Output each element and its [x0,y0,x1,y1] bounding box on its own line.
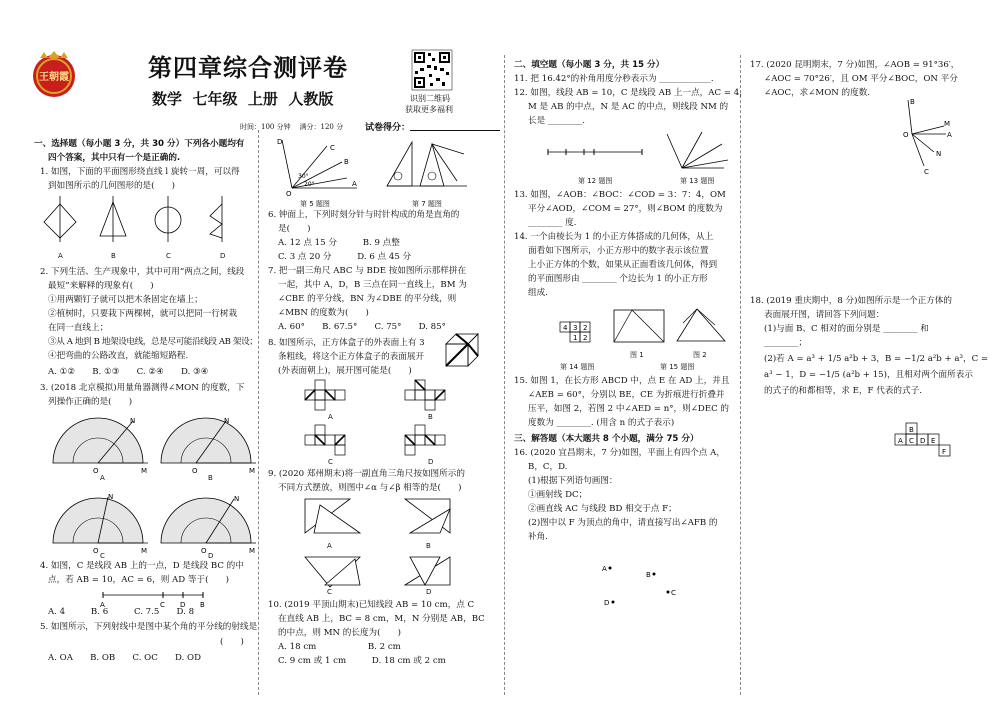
q10-options-2[interactable]: C. 9 cm 或 1 cm D. 18 cm 或 2 cm [278,656,446,666]
q11-text: 11. 把 16.42°的补角用度分秒表示为 ____________. [514,74,714,84]
svg-text:M: M [141,467,148,475]
fig14-caption: 第 14 题图 [560,363,595,371]
svg-text:N: N [224,417,230,425]
grid-cell: 3 [573,324,578,332]
q13-text-3: ________ 度. [528,218,577,228]
point-d: D [604,599,610,607]
q2-item-1: ①用两颗钉子就可以把木条固定在墙上； [48,295,203,305]
q16-text: 16. (2020 宜昌期末，7 分)如图，平面上有四个点 A， [514,448,725,458]
q12-text-2: M 是 AB 的中点，N 是 AC 的中点，则线段 NM 的 [528,102,729,112]
q2-item-2: ②植树时，只要栽下两棵树，就可以把同一行树栽 [48,309,238,319]
q9-option-c[interactable]: C [327,588,332,596]
svg-text:N: N [234,495,240,503]
q1-option-a[interactable]: A [58,252,63,260]
grid-cell: 1 [573,334,578,342]
q18-text-5: (2)若 A = a³ + 1/5 a²b + 3，B = −1/2 a²b + a³，C = [764,354,989,364]
page-subtitle: 数学 七年级 上册 人教版 [152,90,334,108]
q5-text-2: ( ) [220,637,244,647]
q15-text-3: 压平，如图 2，若图 2 中∠AED = n°，则∠DEC 的 [528,404,729,414]
q15-figure-1 [612,308,672,348]
q2-item-4: ④把弯曲的公路改直，就能缩短路程. [48,351,189,361]
q7-figure [382,136,472,196]
page-title: 第四章综合测评卷 [148,54,348,82]
q10-options-1[interactable]: A. 18 cm B. 2 cm [278,642,401,652]
q9-option-d[interactable]: D [426,588,432,596]
q3-option-a[interactable]: A [100,474,105,482]
grid-cell: 4 [563,324,568,332]
q7-text-2: 一起，其中 A，D，B 三点在同一直线上，BM 为 [278,280,467,290]
q3-option-b[interactable]: B [208,474,213,482]
q7-options[interactable]: A. 60° B. 67.5° C. 75° D. 85° [278,322,446,332]
q5-figure [272,136,362,196]
q9-text-2: 不同方式摆放，则图中∠α 与∠β 相等的是( ) [278,483,462,493]
q4-text: 4. 如图，C 是线段 AB 上的一点，D 是线段 BC 的中 [40,561,244,571]
q1-option-d[interactable]: D [220,252,226,260]
q1-option-b[interactable]: B [111,252,116,260]
q5-text: 5. 如图所示，下列射线中是图中某个角的平分线的射线是 [40,622,258,632]
q7-text-4: ∠MBN 的度数为( ) [278,308,369,318]
q16-text-7: 补角. [528,532,548,542]
q2-item-2b: 在同一直线上； [48,323,109,333]
logo [30,50,78,98]
point-b: B [646,571,651,579]
qr-code[interactable] [412,50,452,90]
q8-text-3: (外表面朝上)，展开图可能是( ) [278,366,412,376]
net-face-a: A [898,437,903,445]
section-1-heading: 一、选择题（每小题 3 分，共 30 分）下列各小题均有 [34,139,245,149]
fig5-angle-30: 30° [298,173,309,180]
svg-text:M: M [141,547,148,555]
column-divider [504,55,505,695]
q6-text-2: 是( ) [278,224,311,234]
svg-text:M: M [249,467,256,475]
q12-figure [546,146,646,166]
q14-text: 14. 一个由棱长为 1 的小正方体搭成的几何体，从上 [514,232,714,242]
score-label: 试卷得分： [365,123,411,133]
q3-option-c[interactable]: C [100,552,105,560]
svg-text:O: O [192,467,198,475]
fig15-caption: 第 15 题图 [660,363,695,371]
q16-points-figure[interactable] [600,562,700,612]
point-a: A [602,565,607,573]
q16-text-5: ②画直线 AC 与线段 BD 相交于点 F； [528,504,677,514]
fig17-label-m: M [944,120,951,128]
svg-text:N: N [130,417,136,425]
net-face-e: E [931,437,936,445]
q15-text-4: 度数为 ________. (用含 n 的式子表示) [528,418,675,428]
q3-text-2: 列操作正确的是( ) [48,397,133,407]
net-face-f: F [942,448,947,456]
q10-text: 10. (2019 平顶山期末)已知线段 AB = 10 cm，点 C [268,600,475,610]
q18-text-6: a³ − 1，D = −1/5 (a²b + 15)，且相对两个面所表示 [764,370,973,380]
net-face-c: C [909,437,914,445]
q8-option-c[interactable]: C [328,458,333,466]
svg-text:O: O [201,547,207,555]
q14-text-3: 上小正方体的个数，如果从正面看该几何体，得到 [528,260,718,270]
q8-cube-figure [442,332,482,372]
q14-text-2: 面看如下图所示，小正方形中的数字表示该位置 [528,246,709,256]
q14-text-4: 的平面图形由 ________ 个边长为 1 的小正方形 [528,274,708,284]
q2-item-3: ③从 A 地到 B 地架设电线，总是尽可能沿线段 AB 架设； [48,337,258,347]
q6-text: 6. 钟面上，下列时刻分针与时针构成的角是直角的 [268,210,460,220]
q2-options[interactable]: A. ①② B. ①③ C. ②④ D. ③④ [48,367,209,377]
q9-option-b[interactable]: B [426,542,431,550]
q17-text-3: ∠AOC，求∠MON 的度数. [764,88,871,98]
q16-text-4: ①画射线 DC； [528,490,588,500]
fig5-label-b: B [344,158,349,166]
q16-text-3: (1)根据下列语句画图： [528,476,618,486]
q18-text-4: ________； [764,338,807,348]
q16-text-6: (2)图中以 F 为顶点的角中，请直接写出∠AFB 的 [528,518,718,528]
fig13-caption: 第 13 题图 [680,177,715,185]
fig5-angle-20: 20° [304,181,315,188]
svg-text:N: N [108,493,114,501]
fig17-label-n: N [936,150,942,158]
q5-options[interactable]: A. OA B. OB C. OC D. OD [48,653,201,663]
q13-text-2: 平分∠AOD，∠COM = 27°，则∠BOM 的度数为 [528,204,723,214]
q14-text-5: 组成. [528,288,548,298]
svg-text:M: M [249,547,256,555]
section-2-heading: 二、填空题（每小题 3 分，共 15 分） [514,60,665,70]
q10-text-2: 在直线 AB 上，BC = 8 cm，M，N 分别是 AB，BC [278,614,485,624]
q3-protractor-figures [48,413,258,583]
q15-text-2: ∠AEB = 60°，分别以 BE，CE 为折痕进行折叠并 [528,390,725,400]
q8-text: 8. 如图所示，正方体盒子的外表面上有 3 [268,338,425,348]
q9-text: 9. (2020 郑州期末)将一副直角三角尺按如图所示的 [268,469,465,479]
fig7-caption: 第 7 题图 [412,200,442,208]
point-c: C [671,589,676,597]
svg-text:O: O [93,547,99,555]
q13-figure [662,130,732,170]
section-3-heading: 三、解答题（本大题共 8 个小题，满分 75 分） [514,434,699,444]
seg-label-b: B [200,601,205,609]
logo-text: 王朝霞 [39,72,69,83]
q4-options[interactable]: A. 4 B. 6 C. 7.5 D. 8 [48,607,195,617]
q3-text: 3. (2018 北京模拟)用量角器测得∠MON 的度数，下 [40,383,245,393]
q2-text: 2. 下列生活、生产现象中，其中可用“两点之间，线段 [40,267,245,277]
q15-figure-2 [675,305,735,345]
q4-text-2: 点，若 AB = 10，AC = 6，则 AD 等于( ) [48,575,229,585]
q18-text-3: (1)与面 B、C 相对的面分别是 ________ 和 [764,324,929,334]
net-face-d: D [920,437,926,445]
section-1-heading-2: 四个答案，其中只有一个是正确的. [48,153,181,163]
q3-option-d[interactable]: D [208,552,214,560]
q6-options-2[interactable]: C. 3 点 20 分 D. 6 点 45 分 [278,252,412,262]
q16-text-2: B，C，D. [528,462,568,472]
q15-text: 15. 如图 1，在长方形 ABCD 中，点 E 在 AD 上，并且 [514,376,730,386]
q18-text-2: 表面展开图，请回答下列问题： [764,310,885,320]
fig5-caption: 第 5 题图 [300,200,330,208]
fig17-label-c: C [924,168,929,176]
fig15-caption-1: 图 1 [630,351,644,359]
q13-text: 13. 如图，∠AOB：∠BOC：∠COD = 3：7：4，OM [514,190,726,200]
fig5-label-o: O [286,190,292,198]
fig5-label-d: D [277,138,283,146]
grid-cell: 2 [583,324,588,332]
q7-text: 7. 把一副三角尺 ABC 与 BDE 按如图所示那样拼在 [268,266,467,276]
q17-text-2: ∠AOC = 70°26′，且 OM 平分∠BOC，ON 平分 [764,74,958,84]
svg-text:O: O [93,467,99,475]
seg-label-c: C [160,601,165,609]
exam-meta: 时间：100 分钟 满分：120 分 [240,123,344,131]
q8-option-b[interactable]: B [428,413,433,421]
fig17-label-o: O [903,131,909,139]
q1-figure [40,196,260,256]
q1-text-2: 到如图所示的几何图形的是( ) [48,181,176,191]
q8-text-2: 条粗线，将这个正方体盒子的表面展开 [278,352,425,362]
q12-text: 12. 如图，线段 AB = 10，C 是线段 AB 上一点，AC = 4， [514,88,748,98]
fig17-label-a: A [947,131,952,139]
qr-caption-2: 获取更多福利 [405,105,453,114]
q12-text-3: 长是 ________. [528,116,586,126]
q18-cube-net [895,426,955,474]
q6-options-1[interactable]: A. 12 点 15 分 B. 9 点整 [278,238,400,248]
q7-text-3: ∠CBE 的平分线，BN 为∠DBE 的平分线，则 [278,294,457,304]
fig5-label-c: C [330,144,335,152]
score-field[interactable] [410,130,500,131]
fig5-label-a: A [352,180,357,188]
q1-text: 1. 如图，下面的平面图形绕直线 l 旋转一周，可以得 [40,167,240,177]
q17-figure [900,96,960,176]
q17-text: 17. (2020 昆明期末，7 分)如图，∠AOB = 91°36′， [750,60,960,70]
grid-cell: 2 [583,334,588,342]
fig15-caption-2: 图 2 [693,351,707,359]
qr-code-graphic [412,50,452,90]
net-face-b: B [909,426,914,434]
seg-label-d: D [180,601,186,609]
q1-option-c[interactable]: C [166,252,171,260]
q9-option-a[interactable]: A [327,542,332,550]
q8-option-a[interactable]: A [328,413,333,421]
fig12-caption: 第 12 题图 [578,177,613,185]
q4-segment-figure [98,589,208,609]
q18-text: 18. (2019 重庆期中，8 分)如图所示是一个正方体的 [750,296,953,306]
q18-text-7: 的式子的和都相等，求 E，F 代表的式子. [764,386,922,396]
q10-text-3: 的中点，则 MN 的长度为( ) [278,628,402,638]
fig17-label-b: B [910,98,915,106]
q2-text-2: 最短”来解释的现象有( ) [48,281,154,291]
seg-label-a: A [100,601,105,609]
q14-topview-grid [560,322,600,352]
qr-caption-1: 识别二维码 [410,94,450,103]
q8-option-d[interactable]: D [428,458,434,466]
column-divider [740,55,741,695]
